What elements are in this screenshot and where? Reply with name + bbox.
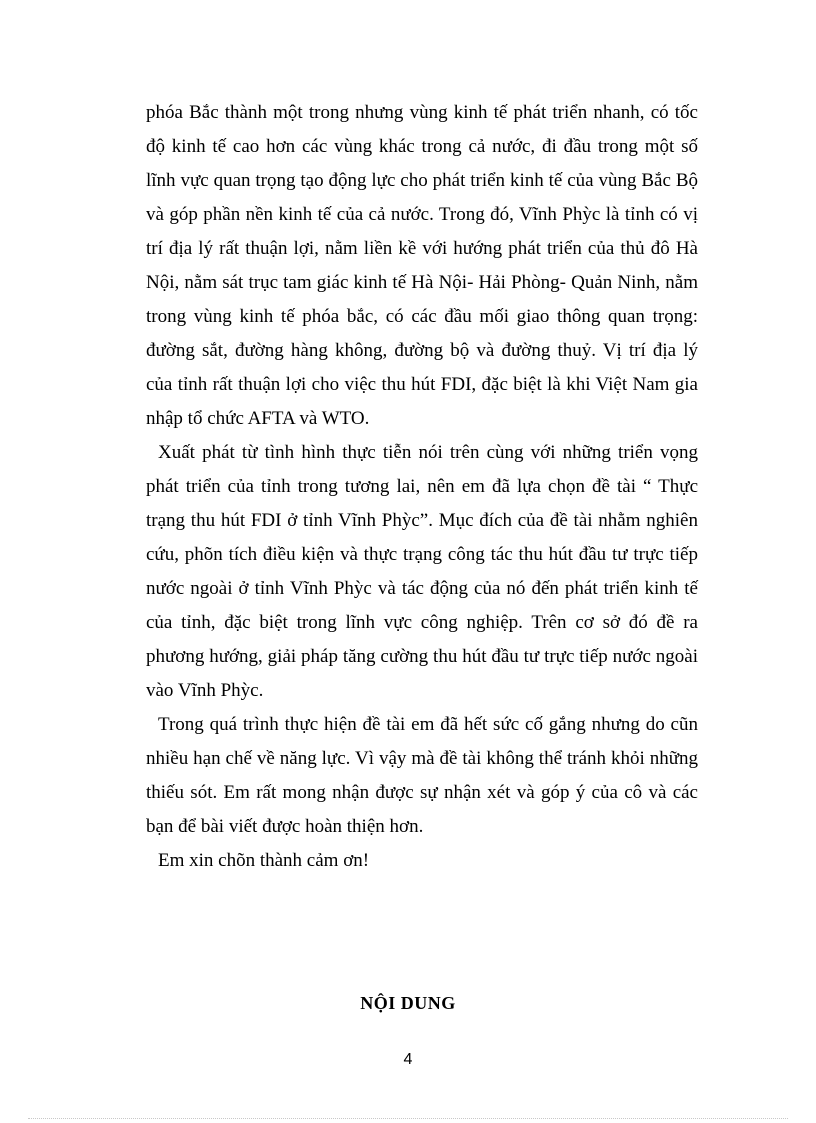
page-number: 4 bbox=[403, 1051, 413, 1068]
paragraph-motivation: Xuất phát từ tình hình thực tiễn nói trên cùng với những triển vọng phát triển của tỉnh trong tương lai, nên em đã lựa chọn đề tài “ Thực trạng thu hút FDI ở tỉnh Vĩnh Phỳc”. Mục đích của đề tài nhằm nghiên cứu, phõn tích điều kiện và thực trạng công tác thu hút đầu tư trực tiếp nước ngoài ở tỉnh Vĩnh Phỳc và tác động của nó đến phát triển kinh tế của tỉnh, đặc biệt trong lĩnh vực công nghiệp. Trên cơ sở đó đề ra phương hướng, giải pháp tăng cường thu hút đầu tư trực tiếp nước ngoài vào Vĩnh Phỳc. bbox=[146, 442, 698, 701]
footer-dotted-rule bbox=[28, 1118, 788, 1119]
body-text bbox=[146, 96, 698, 878]
paragraph-intro-continuation: phóa Bắc thành một trong nhưng vùng kinh tế phát triển nhanh, có tốc độ kinh tế cao hơn các vùng khác trong cả nước, đi đầu trong một số lĩnh vực quan trọng tạo động lực cho phát triển kinh tế của vùng Bắc Bộ và góp phần nền kinh tế của cả nước. Trong đó, Vĩnh Phỳc là tỉnh có vị trí địa lý rất thuận lợi, nằm liền kề với hướng phát triển của thủ đô Hà Nội, nằm sát trục tam giác kinh tế Hà Nội- Hải Phòng- Quản Ninh, nằm trong vùng kinh tế phóa bắc, có các đầu mối giao thông quan trọng: đường sắt, đường hàng không, đường bộ và đường thuỷ. Vị trí địa lý của tỉnh rất thuận lợi cho việc thu hút FDI, đặc biệt là khi Việt Nam gia nhập tổ chức AFTA và WTO. bbox=[146, 102, 698, 429]
paragraph-thanks: Em xin chõn thành cảm ơn! bbox=[158, 850, 370, 871]
paragraph-limitations: Trong quá trình thực hiện đề tài em đã hết sức cố gắng nhưng do cũn nhiều hạn chế về năng lực. Vì vậy mà đề tài không thể tránh khỏi những thiếu sót. Em rất mong nhận được sự nhận xét và góp ý của cô và các bạn để bài viết được hoàn thiện hơn. bbox=[146, 714, 698, 837]
section-heading: NỘI DUNG bbox=[360, 993, 456, 1013]
